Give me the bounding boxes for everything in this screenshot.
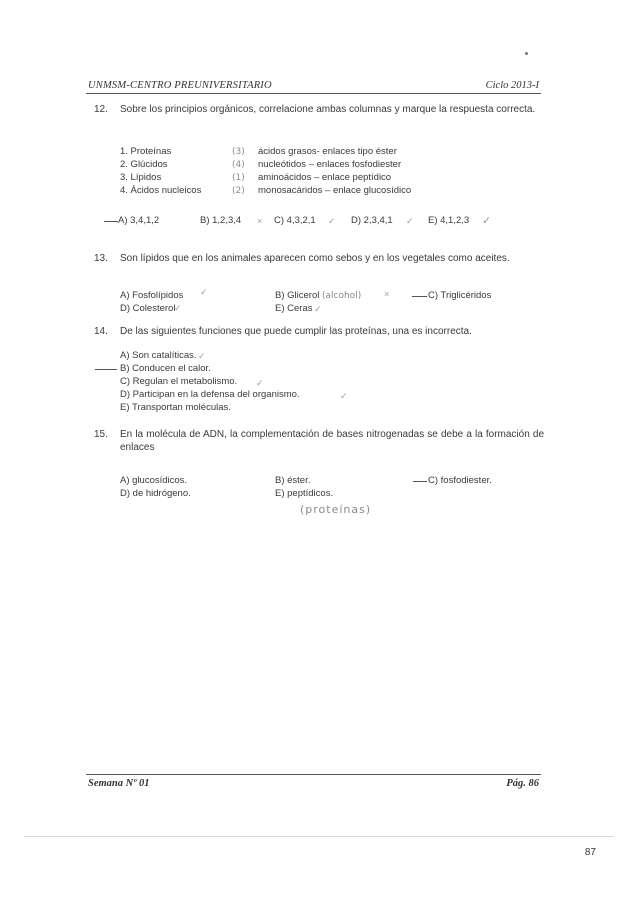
- question-number: 12.: [94, 104, 108, 115]
- question-number: 14.: [94, 326, 108, 337]
- handwritten-note: (alcohol): [322, 291, 362, 301]
- header-institution: UNMSM-CENTRO PREUNIVERSITARIO: [88, 80, 272, 91]
- check-mark-icon: ✓: [314, 304, 322, 314]
- option-e: E) Ceras: [275, 303, 313, 314]
- option-c: C) Triglicéridos: [428, 290, 492, 301]
- option-b: B) Conducen el calor.: [120, 363, 211, 374]
- handwritten-match: (4): [232, 160, 245, 170]
- check-mark-icon: ✓: [198, 351, 206, 361]
- question-12: [94, 103, 544, 133]
- scan-speck: [525, 52, 528, 55]
- option-a: A) Son catalíticas.: [120, 350, 197, 361]
- left-column-item: 2. Glúcidos: [120, 159, 168, 170]
- check-mark-icon: ✓: [328, 216, 336, 226]
- option-d: D) de hidrógeno.: [120, 488, 191, 499]
- footer-week: Semana Nº 01: [88, 778, 150, 789]
- answer-mark-dash: [95, 369, 117, 370]
- option-a: A) Fosfolípidos: [120, 290, 184, 301]
- check-mark-icon: ✓: [406, 216, 414, 226]
- question-text: En la molécula de ADN, la complementación de bases nitrogenadas se debe a la formación de enlaces: [120, 429, 544, 453]
- option-b: B) éster.: [275, 475, 311, 486]
- question-number: 15.: [94, 429, 108, 440]
- header-rule: [86, 93, 541, 94]
- option-c: C) Regulan el metabolismo.: [120, 376, 238, 387]
- left-column-item: 4. Ácidos nucleicos: [120, 185, 202, 196]
- scan-edge-line: [24, 836, 614, 837]
- answer-mark-dash: [412, 296, 427, 297]
- option-d: D) Colesterol: [120, 303, 176, 314]
- footer-rule: [86, 774, 541, 775]
- footer-page: Pág. 86: [506, 778, 539, 789]
- left-column-item: 3. Lípidos: [120, 172, 162, 183]
- check-mark-icon: ✓: [256, 378, 264, 388]
- check-mark-icon: ✓: [482, 215, 492, 227]
- option-e: E) 4,1,2,3: [428, 215, 470, 226]
- header-cycle: Ciclo 2013-I: [485, 80, 539, 91]
- check-mark-icon: ✓: [200, 287, 208, 297]
- check-mark-icon: ✓: [340, 391, 348, 401]
- option-c: C) fosfodiester.: [428, 475, 492, 486]
- option-b: B) 1,2,3,4: [200, 215, 242, 226]
- question-number: 13.: [94, 253, 108, 264]
- left-column-item: 1. Proteínas: [120, 146, 172, 157]
- right-column-item: monosacáridos – enlace glucosídico: [258, 185, 412, 196]
- option-a: A) glucosídicos.: [120, 475, 188, 486]
- question-14: [94, 325, 544, 339]
- right-column-item: ácidos grasos- enlaces tipo éster: [258, 146, 397, 157]
- handwritten-match: (1): [232, 173, 245, 183]
- option-e: E) peptídicos.: [275, 488, 334, 499]
- sheet-number: 87: [584, 847, 596, 858]
- question-13: [94, 252, 544, 280]
- answer-mark-dash: [104, 221, 118, 222]
- handwritten-note: (proteínas): [300, 503, 372, 516]
- question-text: De las siguientes funciones que puede cumplir las proteínas, una es incorrecta.: [120, 326, 472, 337]
- handwritten-match: (2): [232, 186, 245, 196]
- option-d: D) 2,3,4,1: [351, 215, 393, 226]
- option-b: B) Glicerol: [275, 290, 320, 301]
- cross-mark-icon: ×: [384, 289, 390, 299]
- option-c: C) 4,3,2,1: [274, 215, 316, 226]
- check-mark-icon: ✓: [174, 303, 182, 313]
- right-column-item: nucleótidos – enlaces fosfodiester: [258, 159, 402, 170]
- handwritten-match: (3): [232, 147, 245, 157]
- question-text: Sobre los principios orgánicos, correlacione ambas columnas y marque la respuesta correcta.: [120, 104, 536, 115]
- question-15: [94, 428, 544, 456]
- cross-mark-icon: ×: [257, 216, 263, 226]
- question-text: Son lípidos que en los animales aparecen como sebos y en los vegetales como aceites.: [120, 253, 510, 264]
- answer-mark-dash: [413, 481, 427, 482]
- option-d: D) Participan en la defensa del organismo.: [120, 389, 300, 400]
- option-e: E) Transportan moléculas.: [120, 402, 231, 413]
- right-column-item: aminoácidos – enlace peptídico: [258, 172, 392, 183]
- option-a: A) 3,4,1,2: [118, 215, 160, 226]
